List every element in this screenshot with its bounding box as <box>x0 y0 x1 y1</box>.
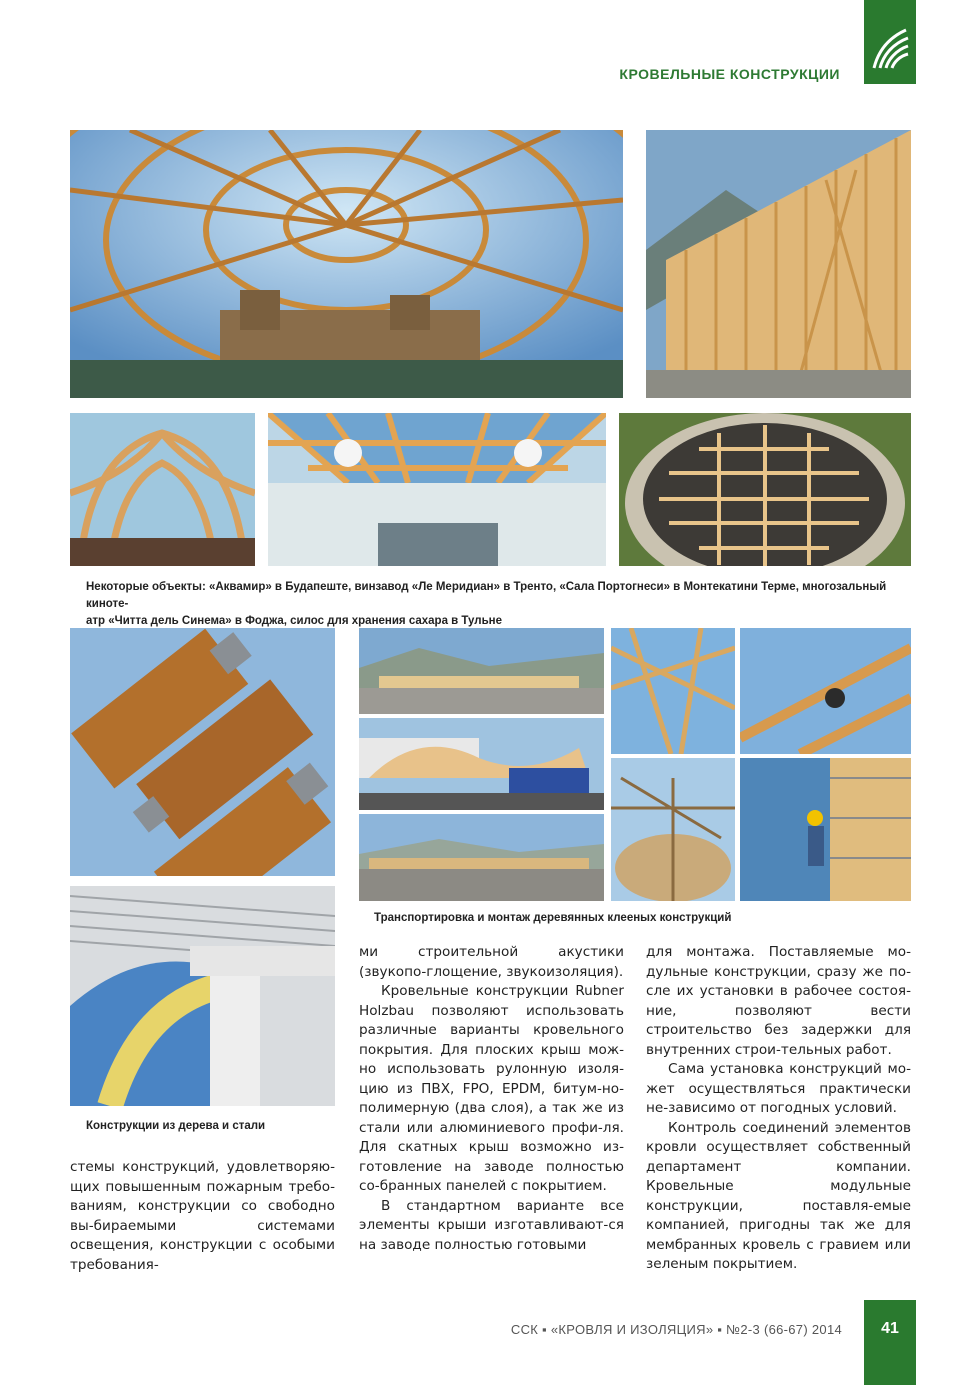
steel-caption: Конструкции из дерева и стали <box>86 1120 266 1132</box>
page-number-tab <box>864 1300 916 1385</box>
assembly-photo <box>611 758 735 901</box>
facade-photo <box>646 130 911 398</box>
paragraph: стемы конструкций, удовлетворяю-щих повышенным пожарным требо-ваниям, конструкции со свободно вы-бираемыми системами освещения, конструкции с особыми требования- <box>70 1159 335 1273</box>
objects-caption-line2: атр «Читта дель Синема» в Фоджа, силос для хранения сахара в Тульне <box>86 615 502 627</box>
paragraph: В стандартном варианте все элементы крыши изготавливают-ся на заводе полностью готовыми <box>359 1197 624 1253</box>
text-column-1 <box>70 1158 335 1275</box>
paragraph: Сама установка конструкций мо-жет осуществляться практически не-зависимо от погодных условий. <box>646 1061 911 1116</box>
paragraph: ми строительной акустики (звукопо-глощение, звукоизоляция). <box>359 944 624 980</box>
truck-transport-photo <box>359 718 604 810</box>
wood-steel-panels-photo <box>70 628 335 876</box>
logo-tab <box>864 0 916 84</box>
objects-caption <box>86 579 916 630</box>
dome-photo <box>70 130 623 398</box>
truck-transport-photo <box>359 628 604 714</box>
steel-wood-photo <box>70 886 335 1106</box>
truck-transport-photo <box>359 814 604 901</box>
paragraph: Контроль соединений элементов кровли осуществляет собственный департамент компании. Кровельные модульные конструкции, поставля-емые компанией, пригодны так же для мембранных кровель с гравием или зеленым покрытием. <box>646 1119 911 1272</box>
paragraph: Кровельные конструкции Rubner Holzbau позволяют использовать различные варианты кровельного покрытия. Для плоских крыш мож-но использовать рулонную изоля-цию из ПВХ, FPO, EPDM, битум-но-полимерную (два слоя), а так же из стали или алюминиевого профи-ля. Для скатных крыш возможно из-готовление на заводе полностью со-бранных панелей с покрытием. <box>359 983 624 1194</box>
assembly-photo <box>740 628 911 754</box>
transport-caption: Транспортировка и монтаж деревянных клееных конструкций <box>374 912 732 924</box>
hall-ceiling-photo <box>268 413 606 566</box>
assembly-photo <box>740 758 911 901</box>
journal-footer: ССК ▪ «КРОВЛЯ И ИЗОЛЯЦИЯ» ▪ №2-3 (66-67) 2014 <box>510 1322 842 1337</box>
leaf-stripes-logo-icon <box>868 24 912 74</box>
section-title: КРОВЕЛЬНЫЕ КОНСТРУКЦИИ <box>619 66 840 82</box>
silo-photo <box>619 413 911 566</box>
text-column-2 <box>359 943 624 1255</box>
text-column-3 <box>646 943 911 1275</box>
objects-caption-line1: Некоторые объекты: «Аквамир» в Будапеште, винзавод «Ле Меридиан» в Тренто, «Сала Портогнеси» в Монтекатини Терме, многозальный кинотe- <box>86 581 887 610</box>
page-number: 41 <box>881 1320 899 1337</box>
assembly-photo <box>611 628 735 754</box>
arched-interior-photo <box>70 413 255 566</box>
paragraph: для монтажа. Поставляемые мо-дульные конструкции, сразу же по-сле их установки в рабочее состоя-ние, позволяют вести строительство без задержки для внутренних строи-тельных работ. <box>646 944 911 1058</box>
